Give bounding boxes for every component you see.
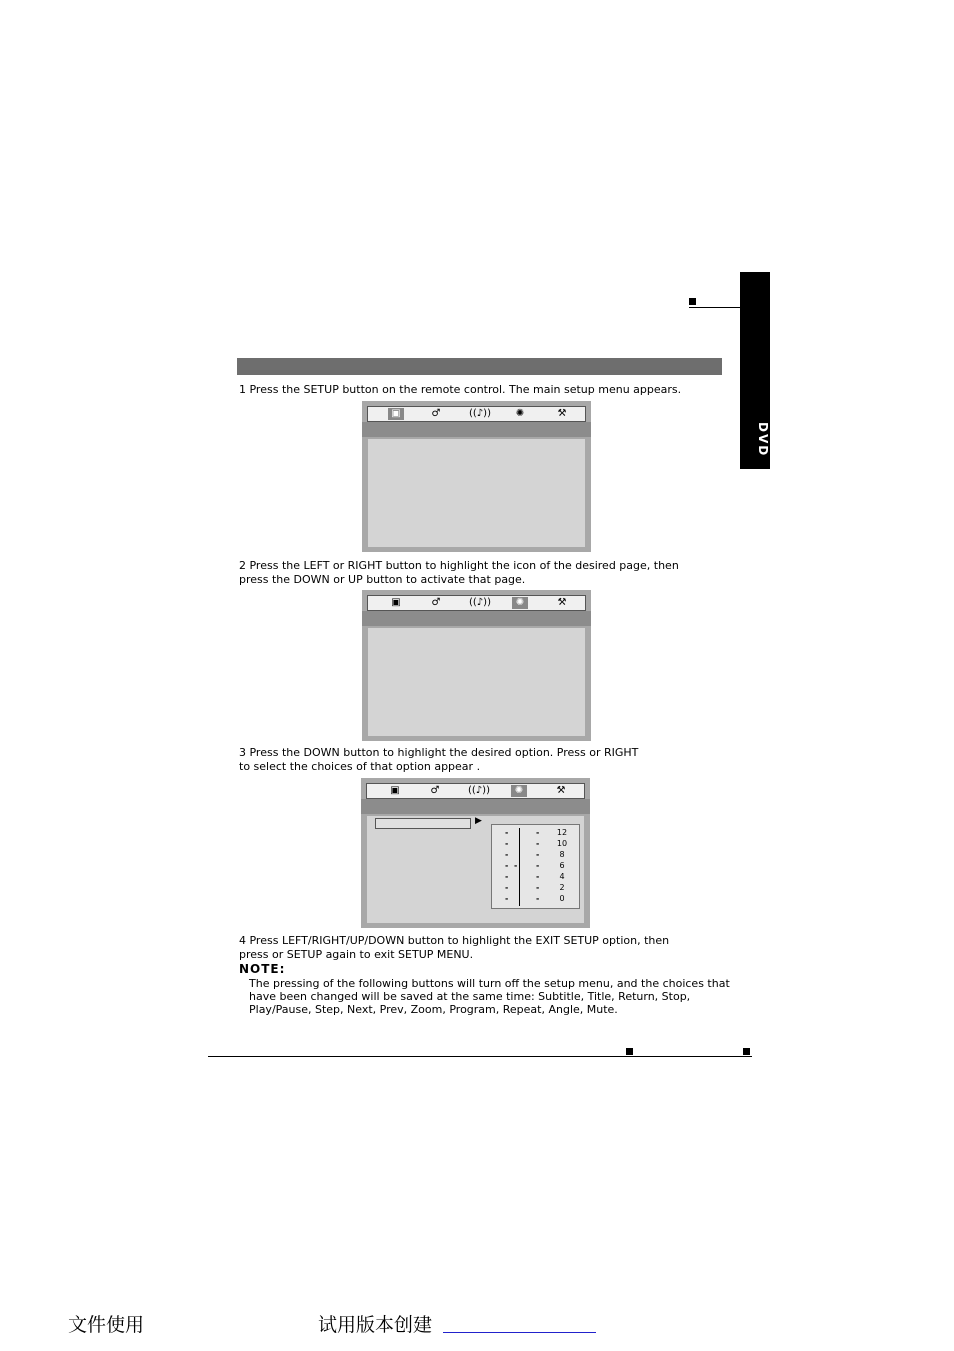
audio-icon: ((♪)): [468, 785, 490, 796]
step-2: [239, 559, 679, 587]
osd-screen-1: [362, 401, 591, 552]
video-icon: ✺: [512, 597, 528, 609]
arrow-right-icon: ▶: [475, 816, 482, 826]
video-icon: ✺: [511, 785, 527, 797]
speaker-icon: ⚒: [557, 408, 567, 419]
highlighted-option[interactable]: [375, 818, 471, 829]
footer-rule: [208, 1056, 752, 1057]
step-3-line: 3 Press the DOWN button to highlight the desired option. Press or RIGHT: [239, 746, 639, 759]
footer-text-left: 文件使用: [68, 1314, 145, 1336]
step-1: [239, 383, 681, 397]
footer-marker-left: [626, 1048, 633, 1055]
osd-band: [362, 611, 591, 626]
speaker-icon: ⚒: [556, 785, 566, 796]
scale-value: 12: [556, 828, 568, 837]
osd-band: [361, 799, 590, 814]
step-3: [239, 746, 638, 774]
audio-icon: ((♪)): [469, 408, 491, 419]
scale-row: - - 0: [492, 893, 581, 904]
note-line: Play/Pause, Step, Next, Prev, Zoom, Program, Repeat, Angle, Mute.: [249, 1003, 618, 1016]
scale-row: - - 4: [492, 871, 581, 882]
osd-panel: [368, 628, 585, 736]
scale-value: 8: [559, 850, 565, 859]
audio-icon: ((♪)): [469, 597, 491, 608]
step-2-line: 2 Press the LEFT or RIGHT button to highlight the icon of the desired page, then: [239, 559, 679, 572]
scale-value: 6: [559, 861, 565, 870]
language-icon: ♂: [430, 785, 440, 796]
osd-screen-3: [361, 778, 590, 928]
footer-link[interactable]: [443, 1332, 596, 1333]
note-line: have been changed will be saved at the same time: Subtitle, Title, Return, Stop,: [249, 990, 691, 1003]
osd-icon-bar: [367, 406, 586, 422]
step-3-line: to select the choices of that option appear .: [239, 760, 481, 773]
osd-panel: [367, 816, 584, 923]
step-2-line: press the DOWN or UP button to activate that page.: [239, 573, 526, 586]
step-1-line: 1 Press the SETUP button on the remote control. The main setup menu appears.: [239, 383, 682, 396]
scale-row: - - 2: [492, 882, 581, 893]
scale-row: - - 12: [492, 827, 581, 838]
speaker-icon: ⚒: [557, 597, 567, 608]
header-marker: [689, 298, 696, 305]
note-line: The pressing of the following buttons will turn off the setup menu, and the choices that: [249, 977, 730, 990]
scale-value: 2: [559, 883, 565, 892]
side-tab-label: DVD: [756, 422, 770, 458]
step-4: [239, 934, 669, 962]
monitor-icon: ▣: [388, 408, 404, 420]
step-4-line: press or SETUP again to exit SETUP MENU.: [239, 948, 474, 961]
scale-row: - - - 6: [492, 860, 581, 871]
osd-icon-bar: [366, 783, 585, 799]
scale-row: - - 10: [492, 838, 581, 849]
osd-icon-bar: [367, 595, 586, 611]
osd-screen-2: [362, 590, 591, 741]
monitor-icon: ▣: [390, 785, 400, 796]
section-bar: [237, 358, 722, 375]
scale-value: 0: [559, 894, 565, 903]
scale-row: - - 8: [492, 849, 581, 860]
note-title: NOTE:: [239, 962, 286, 976]
scale-value: 4: [559, 872, 565, 881]
step-4-line: 4 Press LEFT/RIGHT/UP/DOWN button to highlight the EXIT SETUP option, then: [239, 934, 670, 947]
language-icon: ♂: [431, 597, 441, 608]
scale-value: 10: [556, 839, 568, 848]
osd-band: [362, 422, 591, 437]
language-icon: ♂: [431, 408, 441, 419]
header-rule: [689, 307, 740, 308]
video-icon: ✺: [515, 408, 525, 419]
footer-marker-right: [743, 1048, 750, 1055]
footer-text-middle: 试用版本创建: [318, 1314, 433, 1336]
osd-panel: [368, 439, 585, 547]
monitor-icon: ▣: [391, 597, 401, 608]
side-tab: [740, 272, 770, 469]
level-scale[interactable]: [491, 824, 580, 909]
note-body: [249, 977, 730, 1016]
